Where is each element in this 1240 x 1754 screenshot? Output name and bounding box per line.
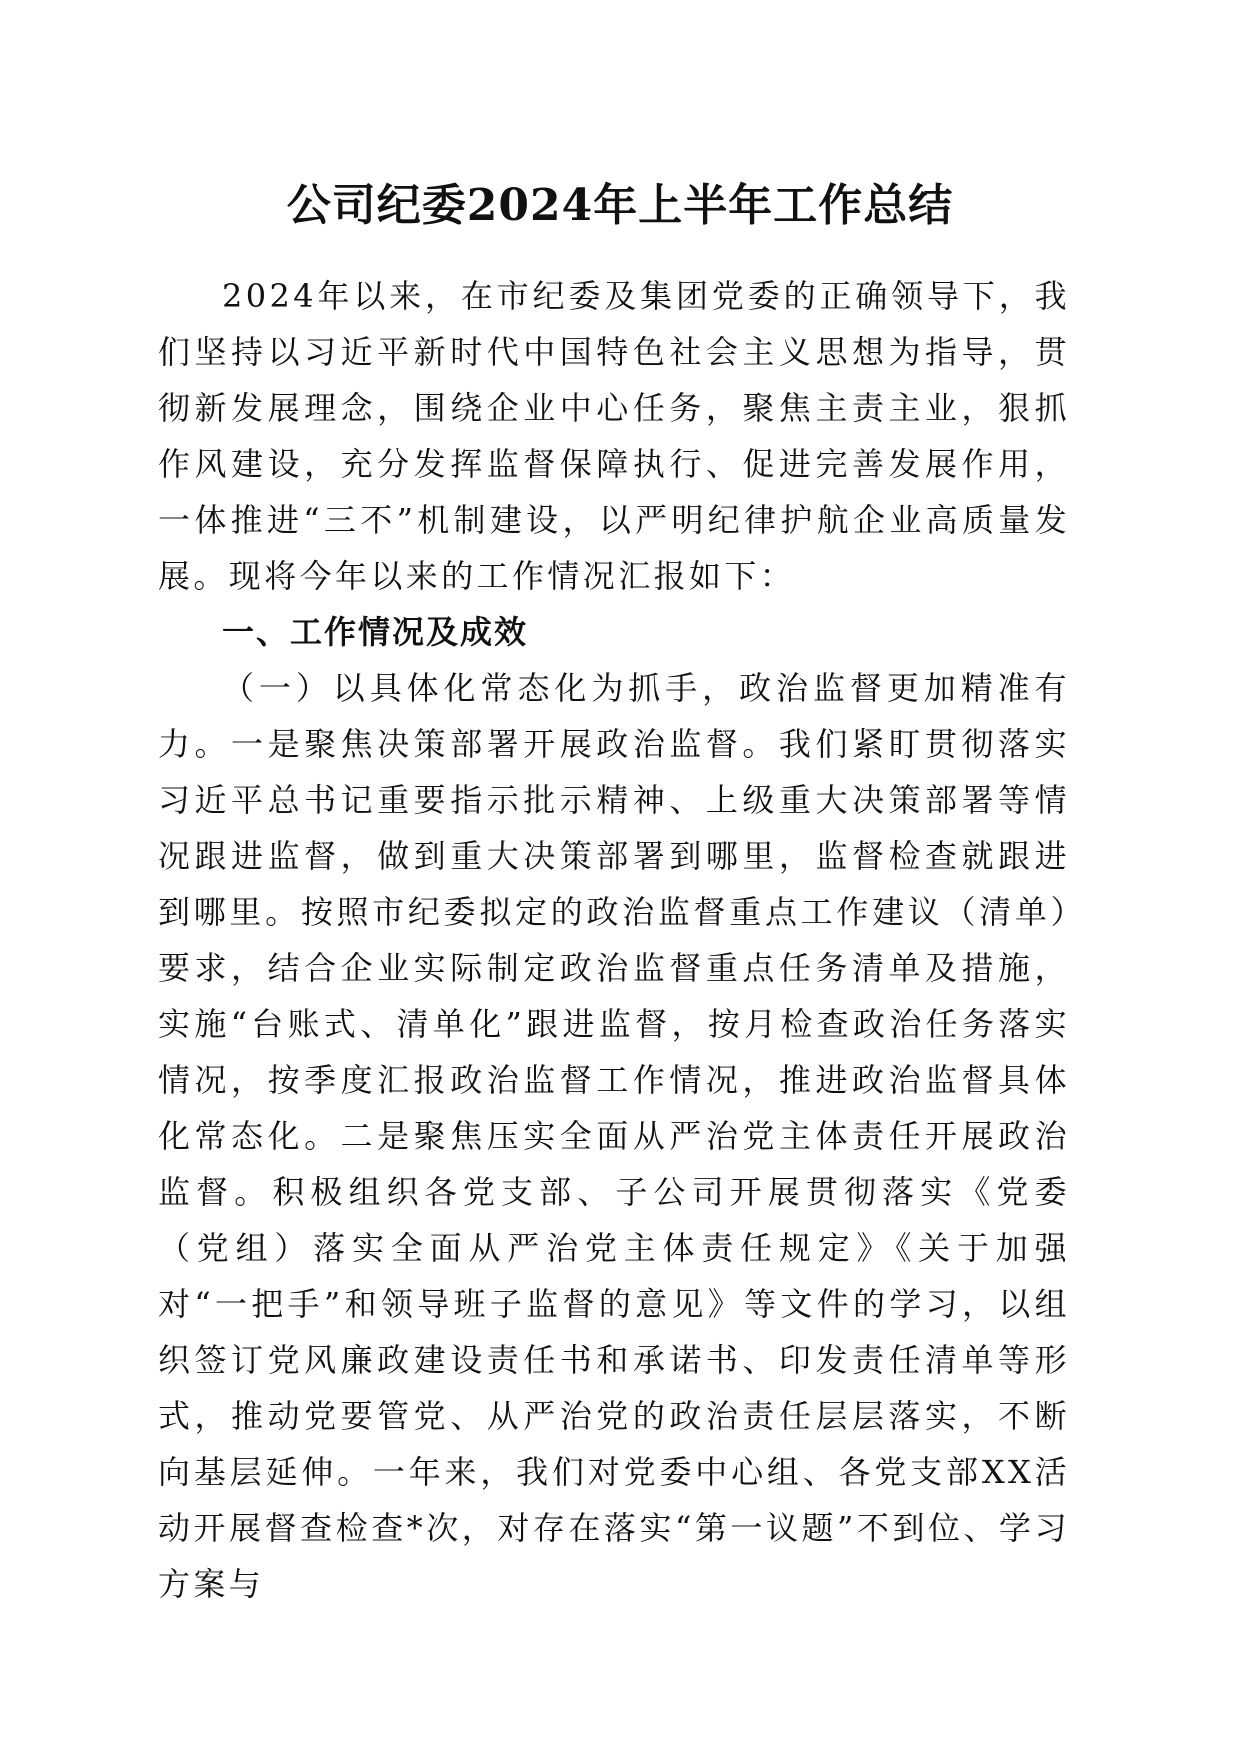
intro-paragraph: 2024年以来，在市纪委及集团党委的正确领导下，我们坚持以习近平新时代中国特色社会主义思想为指导，贯彻新发展理念，围绕企业中心任务，聚焦主责主业，狠抓作风建设，充分发挥监督保障执行、促进完善发展作用，一体推进“三不”机制建设，以严明纪律护航企业高质量发展。现将今年以来的工作情况汇报如下： xyxy=(158,277,1070,595)
document-title: 公司纪委2024年上半年工作总结 xyxy=(286,180,954,231)
subsection-paragraph-1: （一）以具体化常态化为抓手，政治监督更加精准有力。一是聚焦决策部署开展政治监督。我们紧盯贯彻落实习近平总书记重要指示批示精神、上级重大决策部署等情况跟进监督，做到重大决策部署到哪里，监督检查就跟进到哪里。按照市纪委拟定的政治监督重点工作建议（清单）要求，结合企业实际制定政治监督重点任务清单及措施，实施“台账式、清单化”跟进监督，按月检查政治任务落实情况，按季度汇报政治监督工作情况，推进政治监督具体化常态化。二是聚焦压实全面从严治党主体责任开展政治监督。积极组织各党支部、子公司开展贯彻落实《党委（党组）落实全面从严治党主体责任规定》《关于加强对“一把手”和领导班子监督的意见》等文件的学习，以组织签订党风廉政建设责任书和承诺书、印发责任清单等形式，推动党要管党、从严治党的政治责任层层落实，不断向基层延伸。一年来，我们对党委中心组、各党支部XX活动开展督查检查*次，对存在落实“第一议题”不到位、学习方案与 xyxy=(158,669,1070,1603)
document-body xyxy=(158,268,1070,1612)
section-heading-1: 一、工作情况及成效 xyxy=(222,613,529,651)
